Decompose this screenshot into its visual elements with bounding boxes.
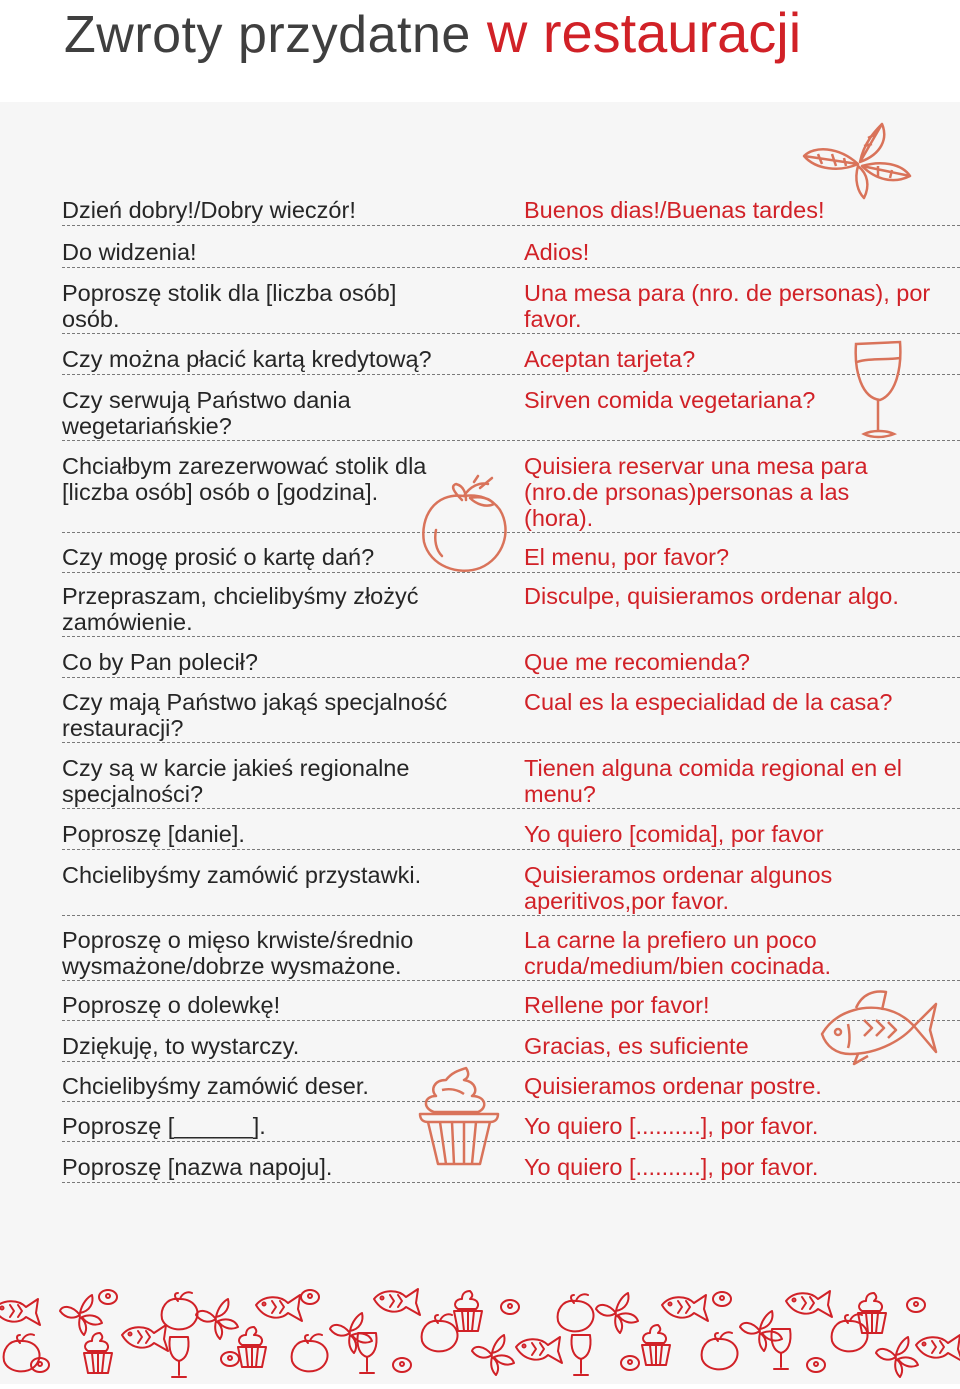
phrase-row [62, 646, 960, 678]
phrase-row [62, 236, 960, 268]
polish-phrase: Dziękuję, to wystarczy. [62, 1033, 300, 1059]
polish-phrase: Czy są w karcie jakieś regionalne specjalności? [62, 755, 410, 807]
spanish-phrase: Yo quiero [comida], por favor [524, 821, 824, 847]
page-title-part2: w restauracji [486, 1, 802, 64]
spanish-phrase: Adios! [524, 239, 590, 265]
header [0, 0, 960, 102]
food-pattern-border [0, 1285, 960, 1384]
spanish-phrase: Yo quiero [..........], por favor. [524, 1154, 819, 1180]
polish-phrase: Chcielibyśmy zamówić przystawki. [62, 862, 422, 888]
polish-phrase: Poproszę o dolewkę! [62, 992, 281, 1018]
phrase-row [62, 343, 960, 375]
phrase-row [62, 384, 960, 441]
spanish-phrase: Una mesa para (nro. de personas), por favor. [524, 280, 931, 332]
polish-phrase: Czy serwują Państwo dania wegetariańskie? [62, 387, 351, 439]
phrase-row [62, 1110, 960, 1142]
cupcake-icon [414, 1064, 504, 1172]
tomato-icon [414, 474, 516, 578]
polish-phrase: Co by Pan polecił? [62, 649, 258, 675]
spanish-phrase: Rellene por favor! [524, 992, 710, 1018]
spanish-phrase: Buenos dias!/Buenas tardes! [524, 197, 825, 223]
polish-phrase: Czy można płacić kartą kredytową? [62, 346, 432, 372]
phrase-row [62, 580, 960, 637]
page-title-part1: Zwroty przydatne [64, 6, 471, 64]
spanish-phrase: Cual es la especialidad de la casa? [524, 689, 893, 715]
polish-phrase: Poproszę stolik dla [liczba osób] osób. [62, 280, 397, 332]
spanish-phrase: El menu, por favor? [524, 544, 730, 570]
phrase-row [62, 818, 960, 850]
phrase-row [62, 1151, 960, 1183]
page-title [64, 0, 801, 80]
polish-phrase: Do widzenia! [62, 239, 197, 265]
phrase-row [62, 859, 960, 916]
phrase-row [62, 686, 960, 743]
polish-phrase: Poproszę [______]. [62, 1113, 266, 1139]
spanish-phrase: Aceptan tarjeta? [524, 346, 696, 372]
spanish-phrase: Tienen alguna comida regional en el menu? [524, 755, 902, 807]
spanish-phrase: Sirven comida vegetariana? [524, 387, 816, 413]
polish-phrase: Chcielibyśmy zamówić deser. [62, 1073, 369, 1099]
phrase-row [62, 277, 960, 334]
spanish-phrase: Quisieramos ordenar postre. [524, 1073, 822, 1099]
polish-phrase: Chciałbym zarezerwować stolik dla [liczba osób] osób o [godzina]. [62, 453, 427, 505]
basil-leaf-icon [798, 120, 918, 202]
spanish-phrase: Disculpe, quisieramos ordenar algo. [524, 583, 899, 609]
polish-phrase: Czy mogę prosić o kartę dań? [62, 544, 375, 570]
polish-phrase: Dzień dobry!/Dobry wieczór! [62, 197, 356, 223]
spanish-phrase: La carne la prefiero un poco cruda/medium/bien cocinada. [524, 927, 831, 979]
spanish-phrase: Yo quiero [..........], por favor. [524, 1113, 819, 1139]
polish-phrase: Poproszę [nazwa napoju]. [62, 1154, 333, 1180]
phrase-panel [0, 102, 960, 1384]
fish-icon [812, 980, 940, 1066]
spanish-phrase: Quisieramos ordenar algunos aperitivos,por favor. [524, 862, 833, 914]
polish-phrase: Poproszę o mięso krwiste/średnio wysmażone/dobrze wysmażone. [62, 927, 414, 979]
polish-phrase: Poproszę [danie]. [62, 821, 245, 847]
spanish-phrase: Gracias, es suficiente [524, 1033, 749, 1059]
polish-phrase: Czy mają Państwo jakąś specjalność restauracji? [62, 689, 448, 741]
phrase-row [62, 1070, 960, 1102]
spanish-phrase: Que me recomienda? [524, 649, 750, 675]
spanish-phrase: Quisiera reservar una mesa para (nro.de prsonas)personas a las (hora). [524, 453, 868, 531]
phrase-row [62, 924, 960, 981]
phrase-row [62, 752, 960, 809]
polish-phrase: Przepraszam, chcielibyśmy złożyć zamówienie. [62, 583, 419, 635]
wine-glass-icon [848, 338, 908, 446]
